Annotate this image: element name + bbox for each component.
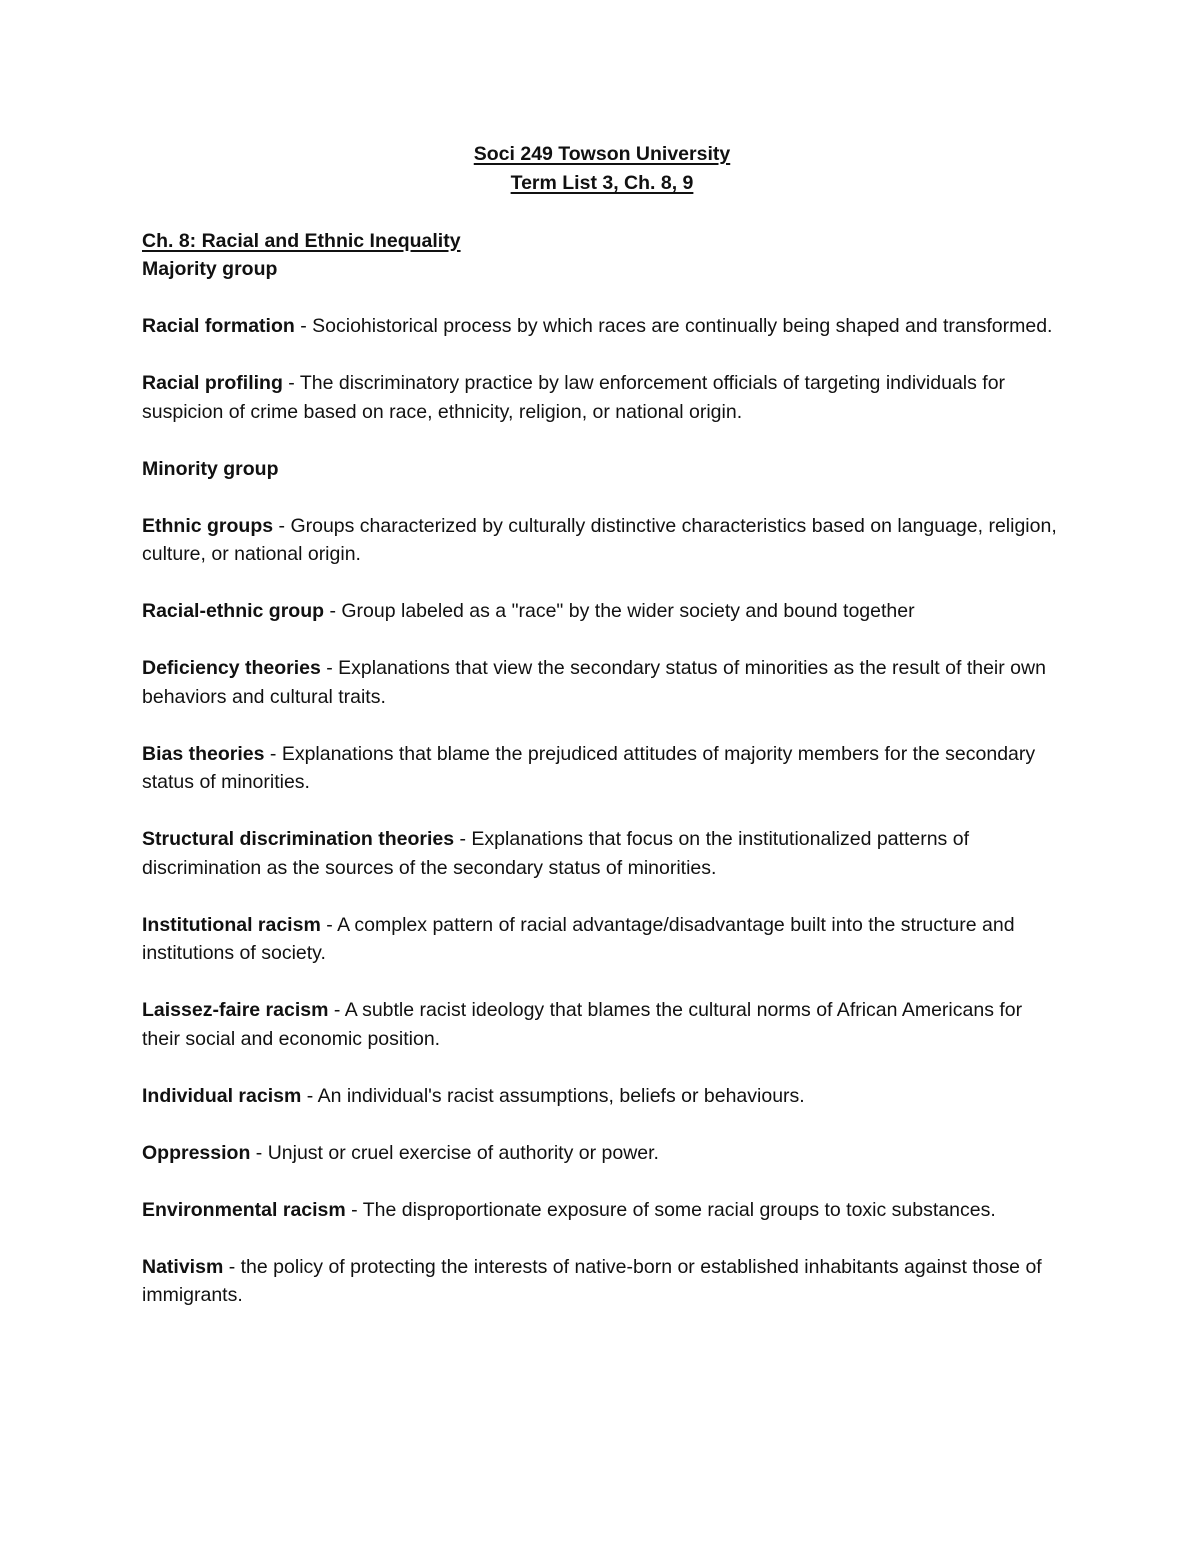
term-entry [142, 740, 1062, 797]
chapter-heading: Ch. 8: Racial and Ethnic Inequality [142, 229, 461, 252]
term-name: Oppression [142, 1141, 251, 1164]
term-definition: Explanations that focus on the institutionalized patterns of discrimination as the sources of the secondary status of minorities. [142, 828, 969, 879]
term-name: Racial formation [142, 315, 295, 337]
term-entry [142, 1253, 1062, 1310]
term-definition: the policy of protecting the interests of native-born or established inhabitants against those of immigrants. [142, 1255, 1042, 1306]
term-separator: - [294, 315, 313, 337]
term-separator: - [324, 600, 342, 622]
blank-line [142, 284, 1062, 313]
term-separator: - [345, 1198, 363, 1221]
term-name: Bias theories [142, 742, 265, 765]
term-definition: The disproportionate exposure of some racial groups to toxic substances. [362, 1198, 996, 1221]
term-entry [142, 369, 1062, 426]
document-subtitle: Term List 3, Ch. 8, 9 [510, 172, 694, 194]
term-separator: - [320, 657, 339, 679]
document-title: Soci 249 Towson University [473, 143, 731, 165]
term-name: Environmental racism [142, 1198, 346, 1221]
term-entry [142, 825, 1062, 882]
term-name: Nativism [142, 1255, 224, 1278]
term-definition: Group labeled as a "race" by the wider society and bound together [341, 600, 915, 622]
term-entry [142, 312, 1062, 341]
term-separator: - [282, 372, 300, 394]
term-name: Racial profiling [142, 372, 283, 394]
term-definition: A subtle racist ideology that blames the cultural norms of African Americans for their social and economic position. [142, 999, 1023, 1050]
term-name: Individual racism [142, 1084, 302, 1107]
term-entry [142, 1139, 1062, 1168]
term-entry [142, 512, 1062, 569]
term-entry [142, 996, 1062, 1053]
term-definition: An individual's racist assumptions, beliefs or behaviours. [317, 1084, 805, 1107]
term-name: Institutional racism [142, 913, 321, 936]
term-definition: Explanations that blame the prejudiced attitudes of majority members for the secondary status of minorities. [142, 742, 1036, 793]
term-definition: Groups characterized by culturally distinctive characteristics based on language, religion, culture, or national origin. [142, 514, 1057, 565]
term-name: Structural discrimination theories [142, 828, 455, 850]
term-separator: - [301, 1084, 318, 1107]
document-body [142, 140, 1062, 1338]
term-definition: The discriminatory practice by law enforcement officials of targeting individuals for suspicion of crime based on race, ethnicity, religion, or national origin. [142, 372, 1006, 423]
term-majority-group: Majority group [142, 258, 278, 280]
term-definition: Unjust or cruel exercise of authority or power. [267, 1141, 659, 1164]
term-name: Laissez-faire racism [142, 999, 329, 1021]
term-entry [142, 654, 1062, 711]
term-separator: - [454, 828, 472, 850]
term-name: Deficiency theories [142, 657, 321, 679]
term-separator: - [273, 514, 291, 537]
term-definition: A complex pattern of racial advantage/disadvantage built into the structure and institutions of society. [142, 913, 1015, 964]
term-minority-group: Minority group [142, 457, 279, 480]
term-entry [142, 597, 1062, 626]
term-separator: - [223, 1255, 241, 1278]
term-definition: Sociohistorical process by which races are continually being shaped and transformed. [312, 315, 1053, 337]
term-entry [142, 1196, 1062, 1225]
term-entry [142, 1082, 1062, 1111]
blank-line [142, 198, 1062, 227]
term-separator: - [264, 742, 282, 765]
term-name: Racial-ethnic group [142, 600, 325, 622]
term-separator: - [250, 1141, 268, 1164]
term-separator: - [320, 913, 338, 936]
term-name: Ethnic groups [142, 514, 274, 537]
term-definition: Explanations that view the secondary status of minorities as the result of their own behaviors and cultural traits. [142, 657, 1046, 708]
term-entry [142, 911, 1062, 968]
term-separator: - [328, 999, 345, 1021]
